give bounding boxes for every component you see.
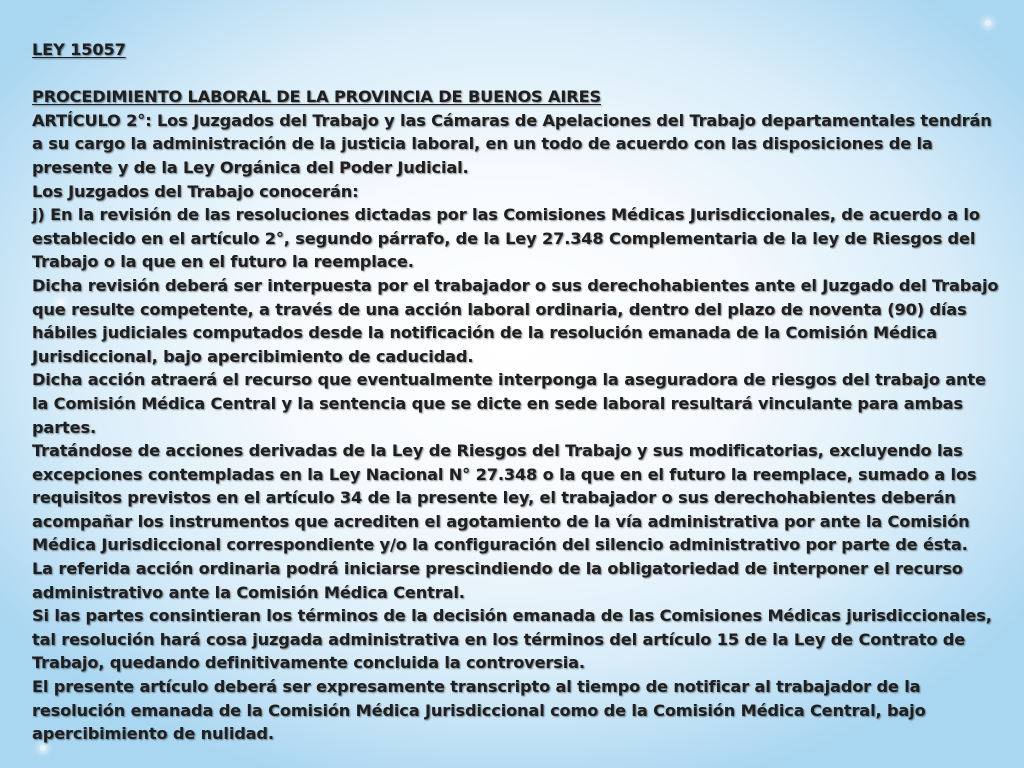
paragraph-accion-ordinaria: La referida acción ordinaria podrá iniciarse prescindiendo de la obligatoriedad de interponer el recurso administrativo ante la Comisión Médica Central. bbox=[32, 559, 963, 602]
paragraph-cosa-juzgada: Si las partes consintieran los términos de la decisión emanada de las Comisiones Médicas jurisdiccionales, tal resolución hará cosa juzgada administrativa en los términos del artículo 15 de la Ley de Contrato de Trabajo, quedando definitivamente concluida la controversia. bbox=[32, 606, 992, 673]
spacer bbox=[32, 62, 1002, 86]
background-sparkle bbox=[40, 745, 46, 751]
slide-content bbox=[32, 38, 1002, 746]
law-title: LEY 15057 bbox=[32, 40, 126, 59]
paragraph-revision: Dicha revisión deberá ser interpuesta por el trabajador o sus derechohabientes ante el Juzgado del Trabajo que resulte competente, a través de una acción laboral ordinaria, dentro del plazo de noventa (90) días hábiles judiciales computados desde la notificación de la resolución emanada de la Comisión Médica Jurisdiccional, bajo apercibimiento de caducidad. bbox=[32, 275, 999, 366]
background-sparkle bbox=[985, 20, 991, 26]
paragraph-inciso-j: j) En la revisión de las resoluciones dictadas por las Comisiones Médicas Jurisdiccionales, de acuerdo a lo establecido en el artículo 2°, segundo párrafo, de la Ley 27.348 Complementaria de la ley de Riesgos del Trabajo o la que en el futuro la reemplace. bbox=[32, 205, 980, 272]
paragraph-transcripcion: El presente artículo deberá ser expresamente transcripto al tiempo de notificar al trabajador de la resolución emanada de la Comisión Médica Jurisdiccional como de la Comisión Médica Central, bajo apercibimiento de nulidad. bbox=[32, 677, 926, 744]
paragraph-riesgos-trabajo: Tratándose de acciones derivadas de la Ley de Riesgos del Trabajo y sus modificatorias, excluyendo las excepciones contempladas en la Ley Nacional N° 27.348 o la que en el futuro la reemplace, sumado a los requisitos previstos en el artículo 34 de la presente ley, el trabajador o sus derechohabientes deberán acompañar los instrumentos que acrediten el agotamiento de la vía administrativa por ante la Comisión Médica Jurisdiccional correspondiente y/o la configuración del silencio administrativo por parte de ésta. bbox=[32, 441, 977, 555]
paragraph-juzgados-conoceran: Los Juzgados del Trabajo conocerán: bbox=[32, 181, 359, 201]
paragraph-accion-atraera: Dicha acción atraerá el recurso que eventualmente interponga la aseguradora de riesgos del trabajo ante la Comisión Médica Central y la sentencia que se dicte en sede laboral resultará vinculante para ambas partes. bbox=[32, 370, 986, 437]
procedure-title: PROCEDIMIENTO LABORAL DE LA PROVINCIA DE BUENOS AIRES bbox=[32, 87, 602, 107]
paragraph-article-2: ARTÍCULO 2°: Los Juzgados del Trabajo y las Cámaras de Apelaciones del Trabajo departamentales tendrán a su cargo la administración de la justicia laboral, en un todo de acuerdo con las disposiciones de la presente y de la Ley Orgánica del Poder Judicial. bbox=[32, 110, 992, 177]
